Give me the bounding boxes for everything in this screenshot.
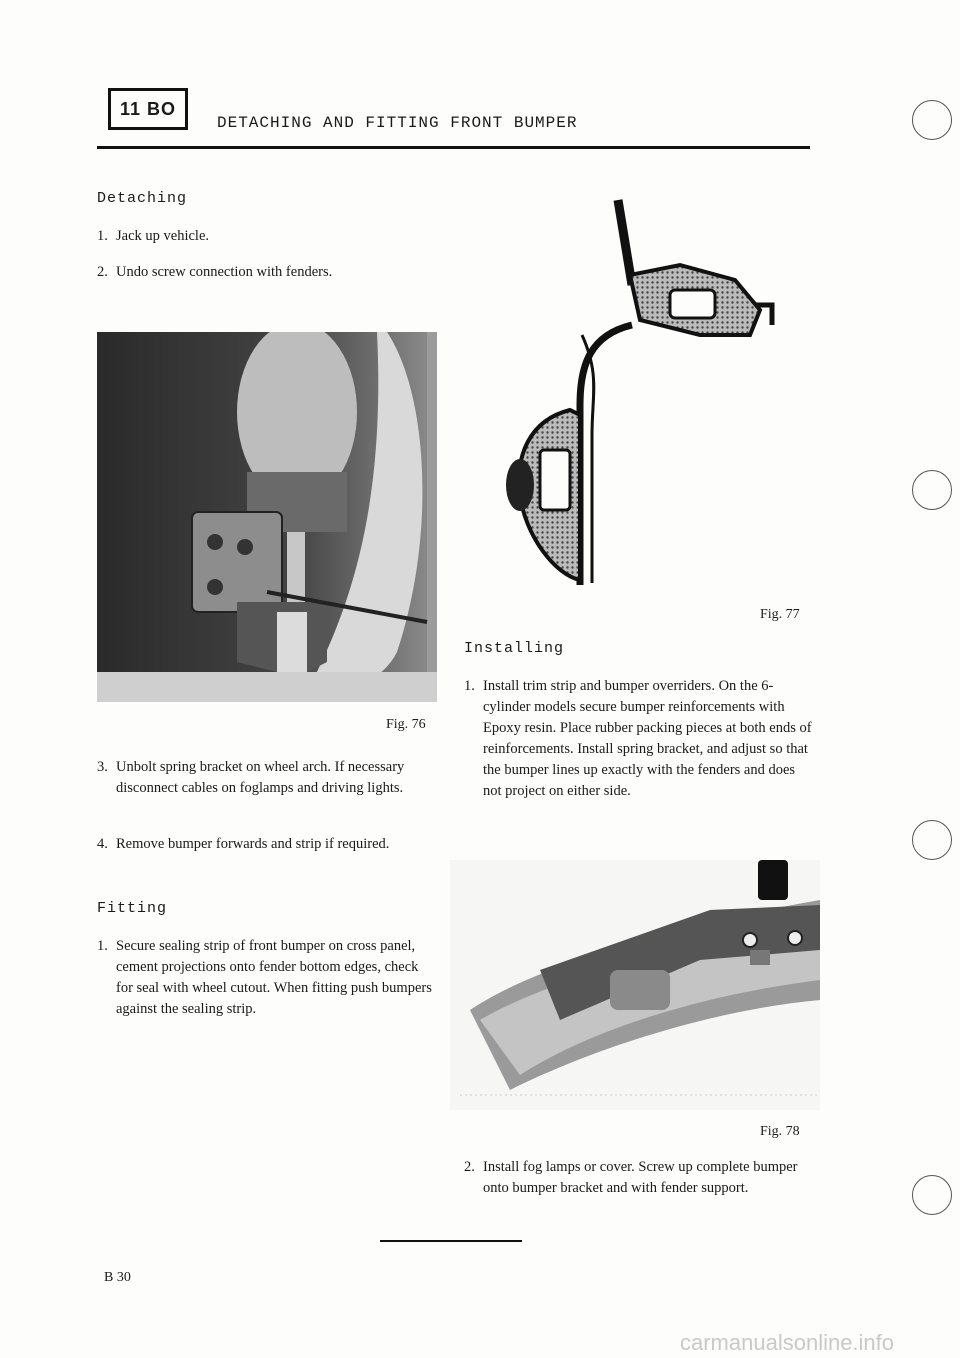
fig-76-caption: Fig. 76 [386, 717, 426, 732]
watermark-text: carmanualsonline.info [680, 1330, 895, 1355]
installing-step-2 [464, 1157, 814, 1199]
section-code-box [108, 88, 188, 130]
detaching-step-1 [97, 226, 437, 247]
step-number: 2. [97, 264, 108, 280]
fitting-heading: Fitting [97, 900, 168, 917]
step-number: 1. [464, 678, 475, 694]
step-text: Undo screw connection with fenders. [116, 264, 333, 280]
detaching-step-3 [97, 757, 437, 799]
installing-heading: Installing [464, 640, 565, 657]
fig-78-caption: Fig. 78 [760, 1124, 800, 1139]
bumper-installed-photo-icon [450, 860, 820, 1110]
detaching-heading: Detaching [97, 190, 188, 207]
fig-78-photo [450, 860, 820, 1110]
footer-rule [380, 1240, 522, 1242]
fig-77-diagram [500, 195, 790, 595]
installing-step-1 [464, 676, 814, 802]
page-number: B 30 [104, 1270, 131, 1285]
detaching-step-2 [97, 262, 437, 283]
binder-hole-icon [912, 470, 952, 510]
step-text: Secure sealing strip of front bumper on cross panel, cement projections onto fender bottom edges, check for seal with wheel cutout. When fitting push bumpers against the sealing strip. [116, 938, 432, 1017]
detaching-step-4 [97, 834, 437, 855]
bumper-bracket-photo-icon [97, 332, 437, 702]
binder-hole-icon [912, 820, 952, 860]
binder-hole-icon [912, 100, 952, 140]
fig-77-caption: Fig. 77 [760, 607, 800, 622]
step-number: 3. [97, 759, 108, 775]
step-text: Remove bumper forwards and strip if required. [116, 836, 390, 852]
step-text: Install trim strip and bumper overriders. On the 6-cylinder models secure bumper reinforcements with Epoxy resin. Place rubber packing pieces at both ends of reinforcements. Install spring bracket, and adjust so that the bumper lines up exactly with the fenders and does not project on either side. [483, 678, 812, 799]
binder-hole-icon [912, 1175, 952, 1215]
fitting-step-1 [97, 936, 437, 1020]
step-number: 1. [97, 938, 108, 954]
step-text: Unbolt spring bracket on wheel arch. If necessary disconnect cables on foglamps and driving lights. [116, 759, 405, 796]
section-code: 11 BO [119, 98, 177, 119]
bumper-cross-section-icon [500, 195, 790, 595]
step-text: Install fog lamps or cover. Screw up complete bumper onto bumper bracket and with fender support. [483, 1159, 798, 1196]
step-number: 1. [97, 228, 108, 244]
step-number: 4. [97, 836, 108, 852]
page-title: DETACHING AND FITTING FRONT BUMPER [217, 114, 578, 132]
step-number: 2. [464, 1159, 475, 1175]
step-text: Jack up vehicle. [116, 228, 210, 244]
fig-76-photo [97, 332, 437, 702]
header-rule [97, 146, 810, 149]
